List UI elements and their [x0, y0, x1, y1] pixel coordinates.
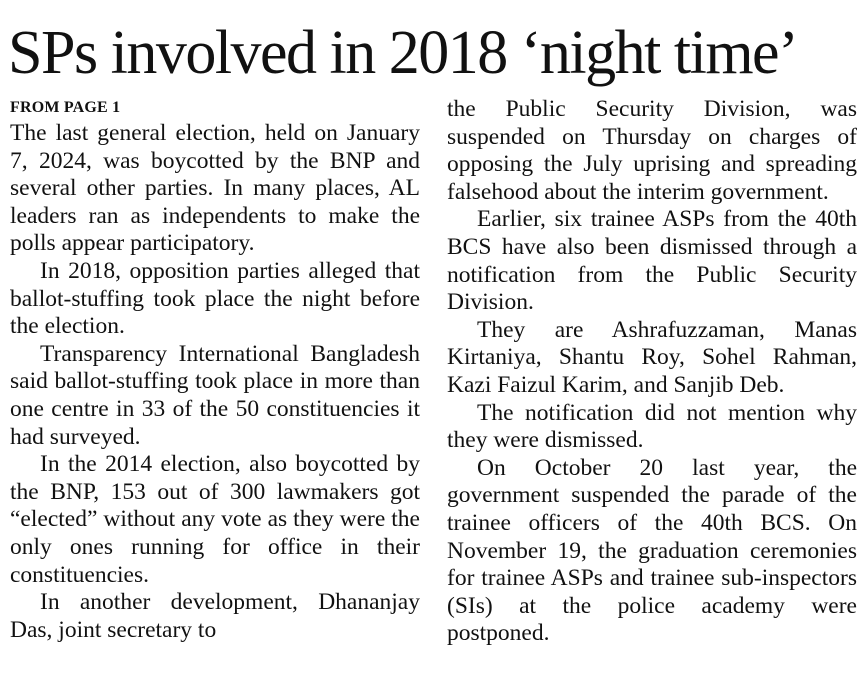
- paragraph: Earlier, six trainee ASPs from the 40th BCS have also been dismissed through a notification from the Public Security Division.: [447, 206, 857, 316]
- paragraph: On October 20 last year, the government suspended the parade of the trainee officers of the 40th BCS. On November 19, the graduation ceremonies for trainee ASPs and trainee sub-inspectors (SIs) at the police academy were postponed.: [447, 454, 857, 647]
- paragraph: In 2018, opposition parties alleged that ballot-stuffing took place the night before the election.: [10, 257, 420, 340]
- paragraph: The last general election, held on January 7, 2024, was boycotted by the BNP and several other parties. In many places, AL leaders ran as independents to make the polls appear participatory.: [10, 120, 420, 257]
- dateline: FROM PAGE 1: [10, 99, 121, 116]
- paragraph: In the 2014 election, also boycotted by the BNP, 153 out of 300 lawmakers got “elected” without any vote as they were the only ones running for office in their constituencies.: [10, 451, 420, 588]
- paragraph-continued: the Public Security Division, was suspended on Thursday on charges of opposing the July uprising and spreading falsehood about the interim government.: [447, 96, 857, 205]
- article-column-left: [10, 96, 420, 644]
- paragraph: Transparency International Bangladesh said ballot-stuffing took place in more than one centre in 33 of the 50 constituencies it had surveyed.: [10, 340, 420, 450]
- paragraph: The notification did not mention why they were dismissed.: [447, 399, 857, 454]
- headline: SPs involved in 2018 ‘night time’: [8, 19, 798, 87]
- paragraph: They are Ashrafuzzaman, Manas Kirtaniya, Shantu Roy, Sohel Rahman, Kazi Faizul Karim, and Sanjib Deb.: [447, 316, 857, 398]
- article-column-right: [447, 96, 857, 648]
- paragraph: In another development, Dhananjay Das, joint secretary to: [10, 589, 420, 643]
